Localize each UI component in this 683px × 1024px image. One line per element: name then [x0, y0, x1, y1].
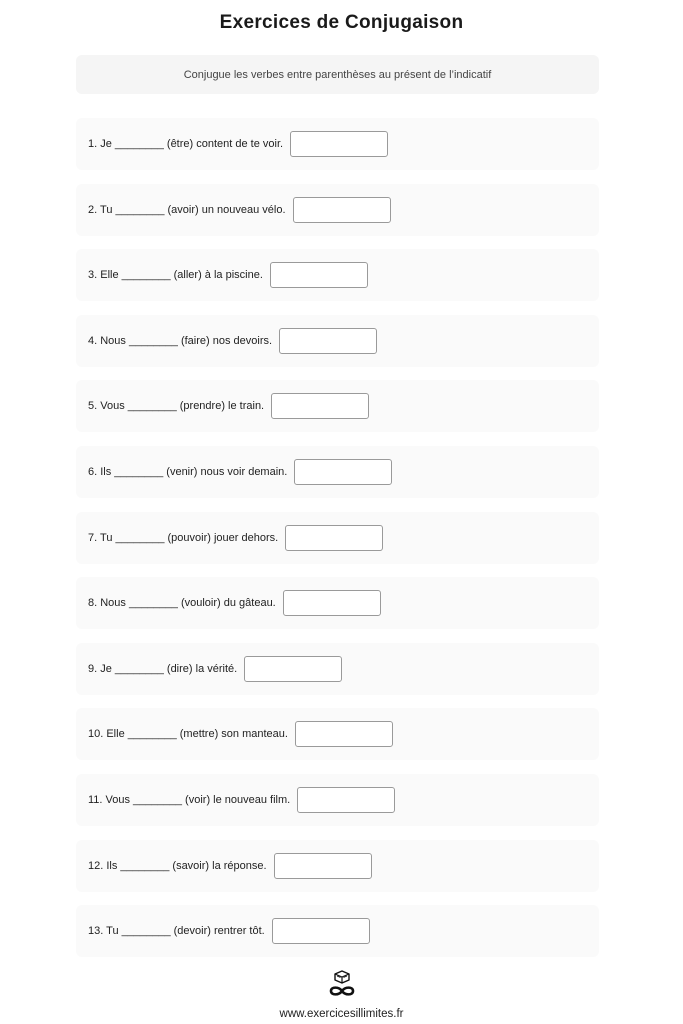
exercise-row: [76, 643, 599, 695]
instruction-box: Conjugue les verbes entre parenthèses au présent de l’indicatif: [76, 55, 599, 94]
exercise-row: [76, 512, 599, 564]
answer-input[interactable]: [290, 131, 388, 157]
exercise-row: [76, 315, 599, 367]
answer-input[interactable]: [295, 721, 393, 747]
exercise-label: 1. Je ________ (être) content de te voir.: [88, 138, 284, 150]
exercise-label: 7. Tu ________ (pouvoir) jouer dehors.: [88, 531, 279, 544]
exercise-row: [76, 577, 599, 629]
answer-input[interactable]: [297, 787, 395, 813]
exercise-label: 8. Nous ________ (vouloir) du gâteau.: [88, 597, 276, 610]
exercise-label: 11. Vous ________ (voir) le nouveau film.: [88, 793, 291, 806]
answer-input[interactable]: [274, 853, 372, 879]
answer-input[interactable]: [283, 590, 381, 616]
exercise-label: 5. Vous ________ (prendre) le train.: [88, 400, 265, 413]
infinity-book-icon: [326, 970, 358, 1000]
exercise-row: [76, 118, 599, 170]
exercise-label: 6. Ils ________ (venir) nous voir demain.: [88, 465, 288, 478]
exercise-label: 4. Nous ________ (faire) nos devoirs.: [88, 334, 273, 347]
answer-input[interactable]: [294, 459, 392, 485]
exercise-row: [76, 905, 599, 957]
answer-input[interactable]: [285, 525, 383, 551]
exercise-label: 9. Je ________ (dire) la vérité.: [88, 662, 238, 675]
exercise-label: 10. Elle ________ (mettre) son manteau.: [88, 728, 288, 741]
answer-input[interactable]: [293, 197, 391, 223]
exercise-label: 13. Tu ________ (devoir) rentrer tôt.: [88, 925, 265, 938]
exercise-label: 12. Ils ________ (savoir) la réponse.: [88, 859, 267, 872]
exercise-row: [76, 774, 599, 826]
footer-url[interactable]: www.exercicesillimites.fr: [279, 1008, 404, 1020]
exercise-row: [76, 184, 599, 236]
answer-input[interactable]: [272, 918, 370, 944]
answer-input[interactable]: [271, 393, 369, 419]
page-title: Exercices de Conjugaison: [219, 12, 464, 33]
exercise-row: [76, 840, 599, 892]
answer-input[interactable]: [279, 328, 377, 354]
exercise-list: [76, 118, 599, 971]
exercise-row: [76, 446, 599, 498]
answer-input[interactable]: [244, 656, 342, 682]
exercise-label: 3. Elle ________ (aller) à la piscine.: [88, 269, 263, 282]
answer-input[interactable]: [270, 262, 368, 288]
exercise-row: [76, 249, 599, 301]
exercise-row: [76, 708, 599, 760]
exercise-label: 2. Tu ________ (avoir) un nouveau vélo.: [88, 203, 286, 216]
exercise-row: [76, 380, 599, 432]
